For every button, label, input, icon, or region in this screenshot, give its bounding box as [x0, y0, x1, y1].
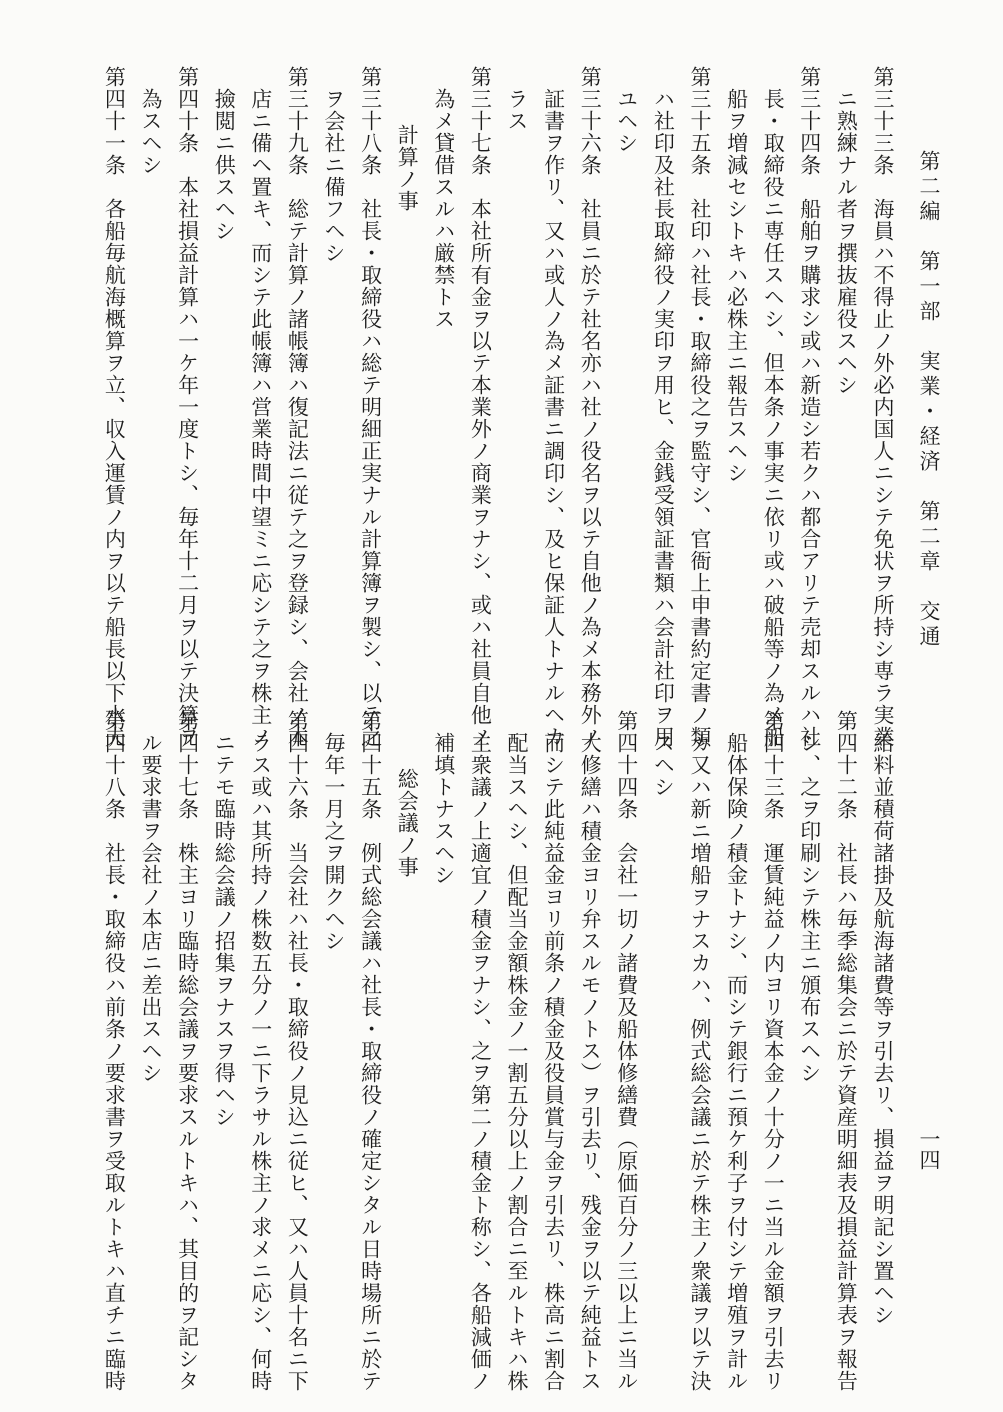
- text-column: 船ヲ増減セシトキハ必株主ニ報告スヘシ: [724, 88, 749, 484]
- text-column: 第四十三条 運賃純益ノ内ヨリ資本金ノ十分ノ一ニ当ル金額ヲ引去リ: [761, 710, 786, 1392]
- text-column: 第三十六条 社員ニ於テ社名亦ハ社ノ役名ヲ以テ自他ノ為メ本務外ノ: [578, 66, 603, 748]
- page-header: 第二編 第一部 実業・経済 第二章 交通: [917, 150, 941, 650]
- text-column: 第三十八条 社長・取締役ハ総テ明細正実ナル計算簿ヲ製シ、以テ之: [358, 66, 383, 748]
- text-column: ヲ会社ニ備フヘシ: [322, 88, 346, 264]
- text-column: 第三十四条 船舶ヲ購求シ或ハ新造シ若クハ都合アリテ売却スルハ社: [797, 66, 822, 748]
- text-column: スヘシ: [651, 732, 676, 798]
- text-column: 第四十四条 会社一切ノ諸費及船体修繕費（原価百分ノ三以上ニ当ル: [614, 710, 639, 1392]
- text-column: ニテモ臨時総会議ノ招集ヲナスヲ得ヘシ: [212, 732, 237, 1128]
- text-column: ラス或ハ其所持ノ株数五分ノ一ニ下ラサル株主ノ求メニ応シ、何時: [248, 732, 273, 1392]
- text-column: ラス: [505, 88, 529, 132]
- text-column: 計算ノ事: [395, 124, 420, 212]
- text-column: 証書ヲ作リ、又ハ或人ノ為メ証書ニ調印シ、及ヒ保証人トナルヘカ: [541, 88, 566, 748]
- text-column: 総会議ノ事: [395, 768, 420, 878]
- page-number: 一四: [917, 1128, 941, 1170]
- text-column: ル要求書ヲ会社ノ本店ニ差出スヘシ: [139, 732, 163, 1084]
- text-column: 第四十五条 例式総会議ハ社長・取締役ノ確定シタル日時場所ニ於テ: [358, 710, 383, 1392]
- text-column: 第四十六条 当会社ハ社長・取締役ノ見込ニ従ヒ、又ハ人員十名ニ下: [285, 710, 310, 1392]
- text-column: 第三十三条 海員ハ不得止ノ外必内国人ニシテ免状ヲ所持シ専ラ実業: [871, 66, 895, 748]
- text-column: 而シテ此純益金ヨリ前条ノ積金及役員賞与金ヲ引去リ、株高ニ割合: [541, 732, 566, 1392]
- text-column: 為スヘシ: [139, 88, 163, 176]
- text-column: 長・取締役ニ専任スヘシ、但本条ノ事実ニ依リ或ハ破船等ノ為メ船: [761, 88, 786, 748]
- text-column: 第四十八条 社長・取締役ハ前条ノ要求書ヲ受取ルトキハ直チニ臨時: [102, 710, 127, 1392]
- text-column: 第三十九条 総テ計算ノ諸帳簿ハ復記法ニ従テ之ヲ登録シ、会社ノ本: [285, 66, 310, 748]
- text-column: シ、之ヲ印刷シテ株主ニ頒布スヘシ: [797, 732, 822, 1084]
- text-column: ユヘシ: [614, 88, 639, 154]
- text-column: 大修繕ハ積金ヨリ弁スルモノトス）ヲ引去リ、残金ヲ以テ純益トス: [578, 732, 603, 1392]
- text-column: 毎年一月之ヲ開クヘシ: [322, 732, 346, 952]
- text-column: 船体保険ノ積金トナシ、而シテ銀行ニ預ケ利子ヲ付シテ増殖ヲ計ル: [724, 732, 749, 1392]
- text-column: 給料並積荷諸掛及航海諸費等ヲ引去リ、損益ヲ明記シ置ヘシ: [871, 732, 895, 1326]
- text-column: 第四十一条 各船毎航海概算ヲ立、収入運賃ノ内ヲ以テ船長以下水夫: [102, 66, 127, 748]
- text-column: ハ社印及社長取締役ノ実印ヲ用ヒ、金銭受領証書類ハ会計社印ヲ用: [651, 88, 676, 748]
- text-column: ニ熟練ナル者ヲ撰抜雇役スヘシ: [834, 88, 859, 396]
- text-column: 店ニ備ヘ置キ、而シテ此帳簿ハ営業時間中望ミニ応シテ之ヲ株主ノ: [248, 88, 273, 748]
- text-column: 配当スヘシ、但配当金額株金ノ一割五分以上ノ割合ニ至ルトキハ株: [505, 732, 529, 1392]
- text-column: 第三十七条 本社所有金ヲ以テ本業外ノ商業ヲナシ、或ハ社員自他ノ: [468, 66, 493, 748]
- text-column: 第三十五条 社印ハ社長・取締役之ヲ監守シ、官衙上申書約定書ノ類: [688, 66, 712, 748]
- text-column: 主衆議ノ上適宜ノ積金ヲナシ、之ヲ第二ノ積金ト称シ、各船減価ノ: [468, 732, 493, 1392]
- text-column: カ又ハ新ニ増船ヲナスカハ、例式総会議ニ於テ株主ノ衆議ヲ以テ決: [688, 732, 712, 1392]
- text-column: 第四十条 本社損益計算ハ一ケ年一度トシ、毎年十二月ヲ以テ決算ヲ: [175, 66, 200, 748]
- text-column: 第四十二条 社長ハ毎季総集会ニ於テ資産明細表及損益計算表ヲ報告: [834, 710, 859, 1392]
- text-column: 為メ貸借スルハ厳禁トス: [431, 88, 456, 330]
- text-column: 補填トナスヘシ: [431, 732, 456, 886]
- text-column: 第四十七条 株主ヨリ臨時総会議ヲ要求スルトキハ、其目的ヲ記シタ: [175, 710, 200, 1392]
- text-column: 撿閲ニ供スヘシ: [212, 88, 237, 242]
